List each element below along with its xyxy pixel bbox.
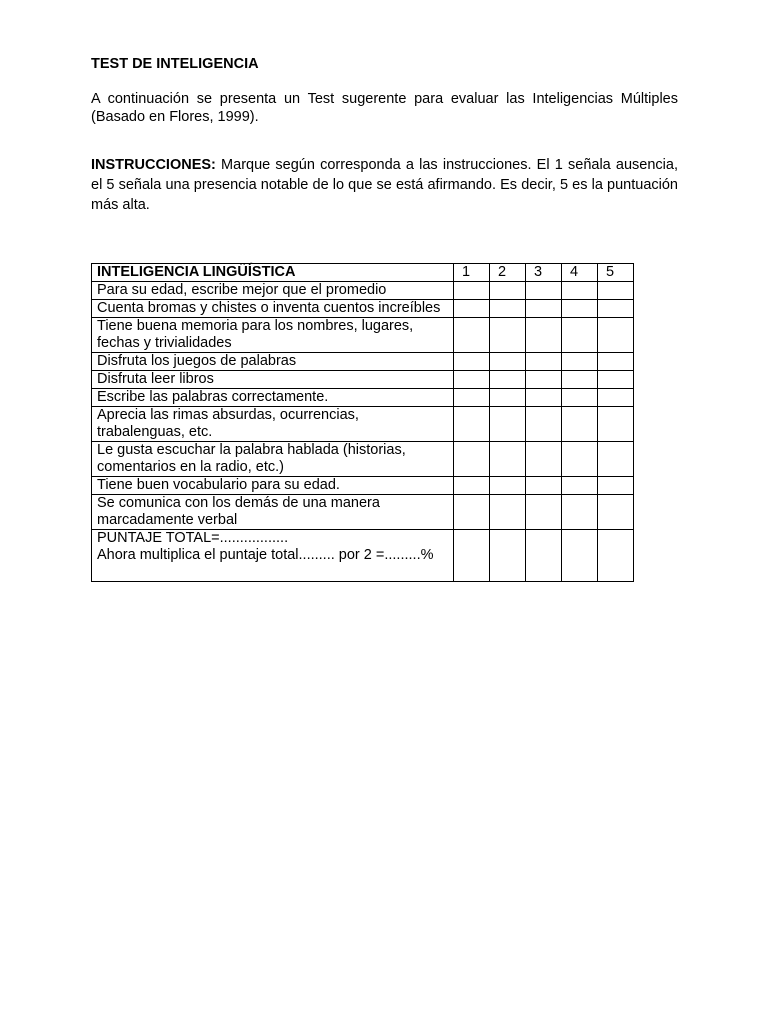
score-cell-4[interactable] (562, 407, 598, 442)
score-cell-5[interactable] (598, 477, 634, 495)
score-cell-1[interactable] (454, 371, 490, 389)
item-label: Disfruta los juegos de palabras (92, 353, 454, 371)
score-cell-2[interactable] (490, 477, 526, 495)
score-cell-2[interactable] (490, 407, 526, 442)
score-header-1: 1 (454, 264, 490, 282)
score-cell-4[interactable] (562, 477, 598, 495)
score-cell-3[interactable] (526, 282, 562, 300)
score-cell-2[interactable] (490, 371, 526, 389)
item-label: Le gusta escuchar la palabra hablada (historias, comentarios en la radio, etc.) (92, 442, 454, 477)
score-cell-3[interactable] (526, 442, 562, 477)
score-cell-5[interactable] (598, 442, 634, 477)
intro-paragraph: A continuación se presenta un Test sugerente para evaluar las Inteligencias Múltiples (Basado en Flores, 1999). (91, 91, 678, 125)
score-cell-3[interactable] (526, 371, 562, 389)
table-row (92, 282, 634, 300)
score-cell-4[interactable] (562, 300, 598, 318)
score-cell-4[interactable] (562, 282, 598, 300)
score-cell-5[interactable] (598, 282, 634, 300)
table-row (92, 495, 634, 530)
score-cell-2[interactable] (490, 389, 526, 407)
score-cell-1[interactable] (454, 318, 490, 353)
total-label (92, 530, 454, 582)
score-cell-1[interactable] (454, 477, 490, 495)
score-header-2: 2 (490, 264, 526, 282)
linguistic-intelligence-table (91, 263, 634, 582)
instructions-paragraph (91, 155, 678, 215)
score-cell-4[interactable] (562, 442, 598, 477)
table-row (92, 300, 634, 318)
score-cell-3[interactable] (526, 495, 562, 530)
total-row (92, 530, 634, 582)
score-cell-2[interactable] (490, 282, 526, 300)
instructions-label: INSTRUCCIONES: (91, 157, 216, 173)
item-label: Disfruta leer libros (92, 371, 454, 389)
score-cell-3[interactable] (526, 530, 562, 582)
score-header-3: 3 (526, 264, 562, 282)
score-cell-2[interactable] (490, 495, 526, 530)
score-cell-4[interactable] (562, 371, 598, 389)
score-cell-1[interactable] (454, 495, 490, 530)
score-cell-2[interactable] (490, 353, 526, 371)
score-cell-4[interactable] (562, 318, 598, 353)
score-cell-4[interactable] (562, 495, 598, 530)
table-row (92, 371, 634, 389)
score-cell-3[interactable] (526, 389, 562, 407)
score-cell-5[interactable] (598, 495, 634, 530)
table-row (92, 318, 634, 353)
table-row (92, 477, 634, 495)
score-cell-5[interactable] (598, 353, 634, 371)
score-cell-4[interactable] (562, 353, 598, 371)
score-header-5: 5 (598, 264, 634, 282)
score-cell-3[interactable] (526, 300, 562, 318)
score-cell-4[interactable] (562, 389, 598, 407)
item-label: Tiene buena memoria para los nombres, lugares, fechas y trivialidades (92, 318, 454, 353)
score-cell-1[interactable] (454, 389, 490, 407)
table-row (92, 353, 634, 371)
score-cell-5[interactable] (598, 318, 634, 353)
item-label: Tiene buen vocabulario para su edad. (92, 477, 454, 495)
score-cell-2[interactable] (490, 442, 526, 477)
score-cell-5[interactable] (598, 389, 634, 407)
item-label: Se comunica con los demás de una manera marcadamente verbal (92, 495, 454, 530)
total-multiply-line: Ahora multiplica el puntaje total......... por 2 =.........% (97, 547, 434, 563)
score-cell-1[interactable] (454, 442, 490, 477)
item-label: Cuenta bromas y chistes o inventa cuentos increíbles (92, 300, 454, 318)
score-cell-3[interactable] (526, 318, 562, 353)
score-cell-1[interactable] (454, 282, 490, 300)
score-cell-5[interactable] (598, 530, 634, 582)
item-label: Aprecia las rimas absurdas, ocurrencias, trabalenguas, etc. (92, 407, 454, 442)
score-cell-1[interactable] (454, 353, 490, 371)
score-cell-3[interactable] (526, 353, 562, 371)
score-cell-3[interactable] (526, 477, 562, 495)
item-label: Para su edad, escribe mejor que el promedio (92, 282, 454, 300)
instructions-text: Marque según corresponda a las instrucciones. El 1 señala ausencia, el 5 señala una presencia notable de lo que se está afirmando. Es decir, 5 es la puntuación más alta. (91, 157, 678, 213)
table-header-row (92, 264, 634, 282)
score-cell-5[interactable] (598, 407, 634, 442)
table-row (92, 407, 634, 442)
score-cell-3[interactable] (526, 407, 562, 442)
score-cell-2[interactable] (490, 318, 526, 353)
score-cell-2[interactable] (490, 300, 526, 318)
table-header-title: INTELIGENCIA LINGÜÍSTICA (92, 264, 454, 282)
score-cell-5[interactable] (598, 371, 634, 389)
score-cell-5[interactable] (598, 300, 634, 318)
document-title: TEST DE INTELIGENCIA (91, 56, 259, 72)
score-cell-2[interactable] (490, 530, 526, 582)
score-header-4: 4 (562, 264, 598, 282)
score-cell-1[interactable] (454, 530, 490, 582)
score-cell-1[interactable] (454, 407, 490, 442)
total-score-line: PUNTAJE TOTAL=................. (97, 530, 289, 546)
item-label: Escribe las palabras correctamente. (92, 389, 454, 407)
table-row (92, 389, 634, 407)
score-cell-4[interactable] (562, 530, 598, 582)
table-row (92, 442, 634, 477)
score-cell-1[interactable] (454, 300, 490, 318)
